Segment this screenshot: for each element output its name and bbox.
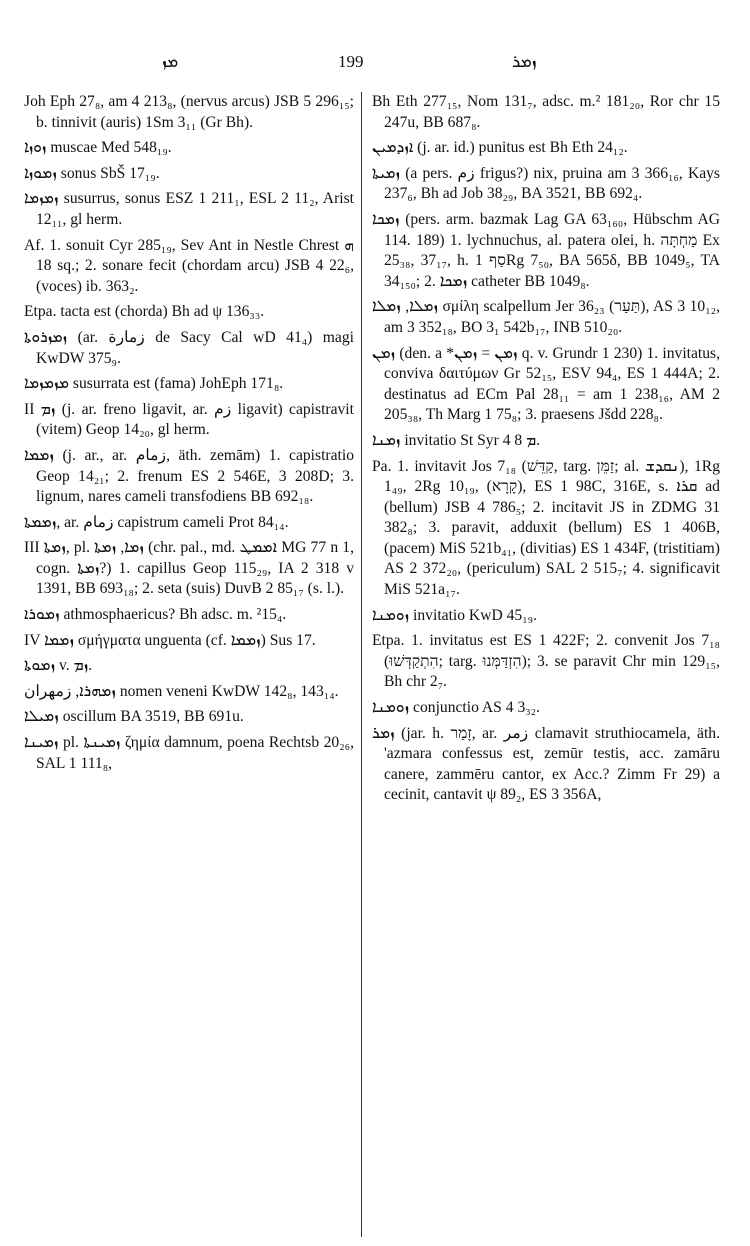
entry: Etpa. 1. invitatus est ES 1 422F; 2. convenit Jos 7₁₈ (הִתְקַדְּשׁוּ; targ. הִזְדַּמְּנוּ); 3. se paravit Chr min 129₁₅, Bh chr 2₇. [372, 632, 720, 691]
entry: ܡܙܡܙܡܐ susurrata est (fama) JohEph 171₈. [24, 375, 284, 393]
entry: Bh Eth 277₁₅, Nom 131₇, adsc. m.² 181₂₀, Ror chr 15 247u, BB 687₈. [372, 93, 720, 131]
entry: ܙܡܗܪܐ, زمهران nomen veneni KwDW 142₈, 143₁₄. [24, 682, 339, 700]
entry: ܙܡܪ (jar. h. זָמַר, ar. زمر clamavit struthiocamela, äth. 'azmara confessus est, zemūr testis, acc. zamāru canere, zammēru cantor, ex Acc.? Zimm Fr 29) a cecinit, cantavit ψ 89₂, ES 3 356A, [372, 724, 720, 804]
header-right-syriac: ܙܡܪ [512, 52, 537, 71]
entry: ܙܘܡܢܐ invitatio KwD 45₁₉. [372, 606, 537, 624]
entry: ܙܘܡܢܐ conjunctio AS 4 3₃₂. [372, 699, 541, 717]
right-column [372, 92, 720, 811]
entry: ܙܡܘܬܐ v. ܙܡ. [24, 657, 93, 675]
entry: ܙܡܝܬܐ (a pers. زم frigus?) nix, pruina am 3 366₁₆, Kays 237₆, Bh ad Job 38₂₉, BA 3521, BB 692₄. [372, 164, 720, 203]
page-number: 199 [338, 52, 364, 71]
entry: Pa. 1. invitavit Jos 7₁₈ (קַדֵּשׁ, targ. זַמֵּן; al. ܢܩܕܫ), 1Rg 1₄₉, 2Rg 10₁₉, (קָרָא), ES 1 98C, 316E, s. ܩܪܐ ad (bellum) JSB 4 786₅; 2. incitavit JS in ZDMG 31 382₈; 3. paravit, adduxit (bellum) ES 1 406B, (pacem) MiS 521b₄₁, (divitias) ES 1 434F, (tristitiam) AS 2 372₂₀, (periculum) SAL 2 515₇; 4. significavit MiS 521a₁₇. [372, 457, 720, 599]
entry: ܙܡܝܠܐ oscillum BA 3519, BB 691u. [24, 708, 244, 726]
header-left-syriac: ܡܙ [162, 52, 179, 71]
entry: ܐܙܕܡܝܢ (j. ar. id.) punitus est Bh Eth 24₁₂. [372, 139, 628, 157]
entry: ܙܡܙܪܘܬܐ (ar. زمارة de Sacy Cal wD 41₄) magi KwDW 375₉. [24, 328, 354, 367]
entry: III ܙܡܬܐ, pl. ܙܡܐ, ܙܡܬܐ (chr. pal., md. ܐܡܡܛ MG 77 n 1, cogn. ܙܡܬܐ?) 1. capillus Geop 115₂₉, IA 2 318 v 1391, BB 693₁₈; 2. seta (suis) DuvB 2 85₁₇ (s. l.). [24, 539, 355, 598]
entry: ܙܡܠܐ, ܙܡܠܐ σμίλη scalpellum Jer 36₂₃ (תַּעַר), AS 3 10₁₂, am 3 352₁₈, BO 3₁ 542b₁₇, INB 510₂₀. [372, 298, 720, 336]
entry: ܙܡܘܙܐ sonus SbŠ 17₁₉. [24, 164, 160, 182]
entry: ܙܡܡܬܐ, ar. زمام capistrum cameli Prot 84₁₄. [24, 513, 289, 531]
entry: ܙܡܝܢܐ pl. ܙܡܝܢܬܐ ζημία damnum, poena Rechtsb 20₂₆, SAL 1 111₈, [24, 734, 354, 772]
entry: ܙܡܘܪܐ athmosphaericus? Bh adsc. m. ²15₄. [24, 606, 287, 624]
entry: ܙܡܢ (den. a *ܙܡܢ = ܙܡܢ q. v. Grundr 1 230) 1. invitatus, conviva δαιτύμων Gr 52₁₅, ESV 94₄, ES 1 444A; 2. destinatus ad ECm Pal 28₁₁ = am 1 238₁₆, AM 2 205₃₈, Th Marg 1 75₈; 3. praesens Jšdd 228₈. [372, 344, 721, 424]
entry: Af. 1. sonuit Cyr 285₁₉, Sev Ant in Nestle Chrest ܗ 18 sq.; 2. sonare fecit (chordam arcu) JSB 4 22₆, (voces) ib. 363₂. [24, 236, 354, 295]
entry: ܙܡܙܡܐ susurrus, sonus ESZ 1 211₁, ESL 2 11₂, Arist 12₁₁, gl herm. [24, 190, 354, 228]
entry: II ܙܡ (j. ar. freno ligavit, ar. زم ligavit) capistravit (vitem) Geop 14₂₀, gl herm. [24, 400, 354, 439]
entry: IV ܙܡܡܐ σμήγματα unguenta (cf. ܙܡܡܐ) Sus 17. [24, 631, 316, 649]
entry: Joh Eph 27₈, am 4 213₈, (nervus arcus) JSB 5 296₁₅; b. tinnivit (auris) 1Sm 3₁₁ (Gr Bh). [24, 93, 354, 131]
entry: ܙܡܢܐ invitatio St Syr 4 ܡ 8. [372, 431, 541, 449]
left-column [24, 92, 354, 779]
entry: Etpa. tacta est (chorda) Bh ad ψ 136₃₃. [24, 303, 265, 321]
entry: ܙܡܡܐ (j. ar., ar. زمام, äth. zemām) 1. capistratio Geop 14₂₁; 2. frenum ES 2 546E, 3 208D; 3. lignum, nares cameli transfodiens BB 692₁₈. [24, 446, 354, 506]
entry: ܙܡܟܐ (pers. arm. bazmak Lag GA 63₁₆₀, Hübschm AG 114. 189) 1. lychnuchus, al. patera olei, h. מַחְתָּה Ex 25₃₈, 37₁₇, h. סַף 1Rg 7₅₀, BA 565δ, BB 1049₅, TA 34₁₅₀; 2. ܙܡܟܐ catheter BB 1049₈. [372, 210, 720, 290]
column-divider [361, 92, 362, 1237]
entry: ܙܘܙܐ muscae Med 548₁₉. [24, 139, 172, 157]
